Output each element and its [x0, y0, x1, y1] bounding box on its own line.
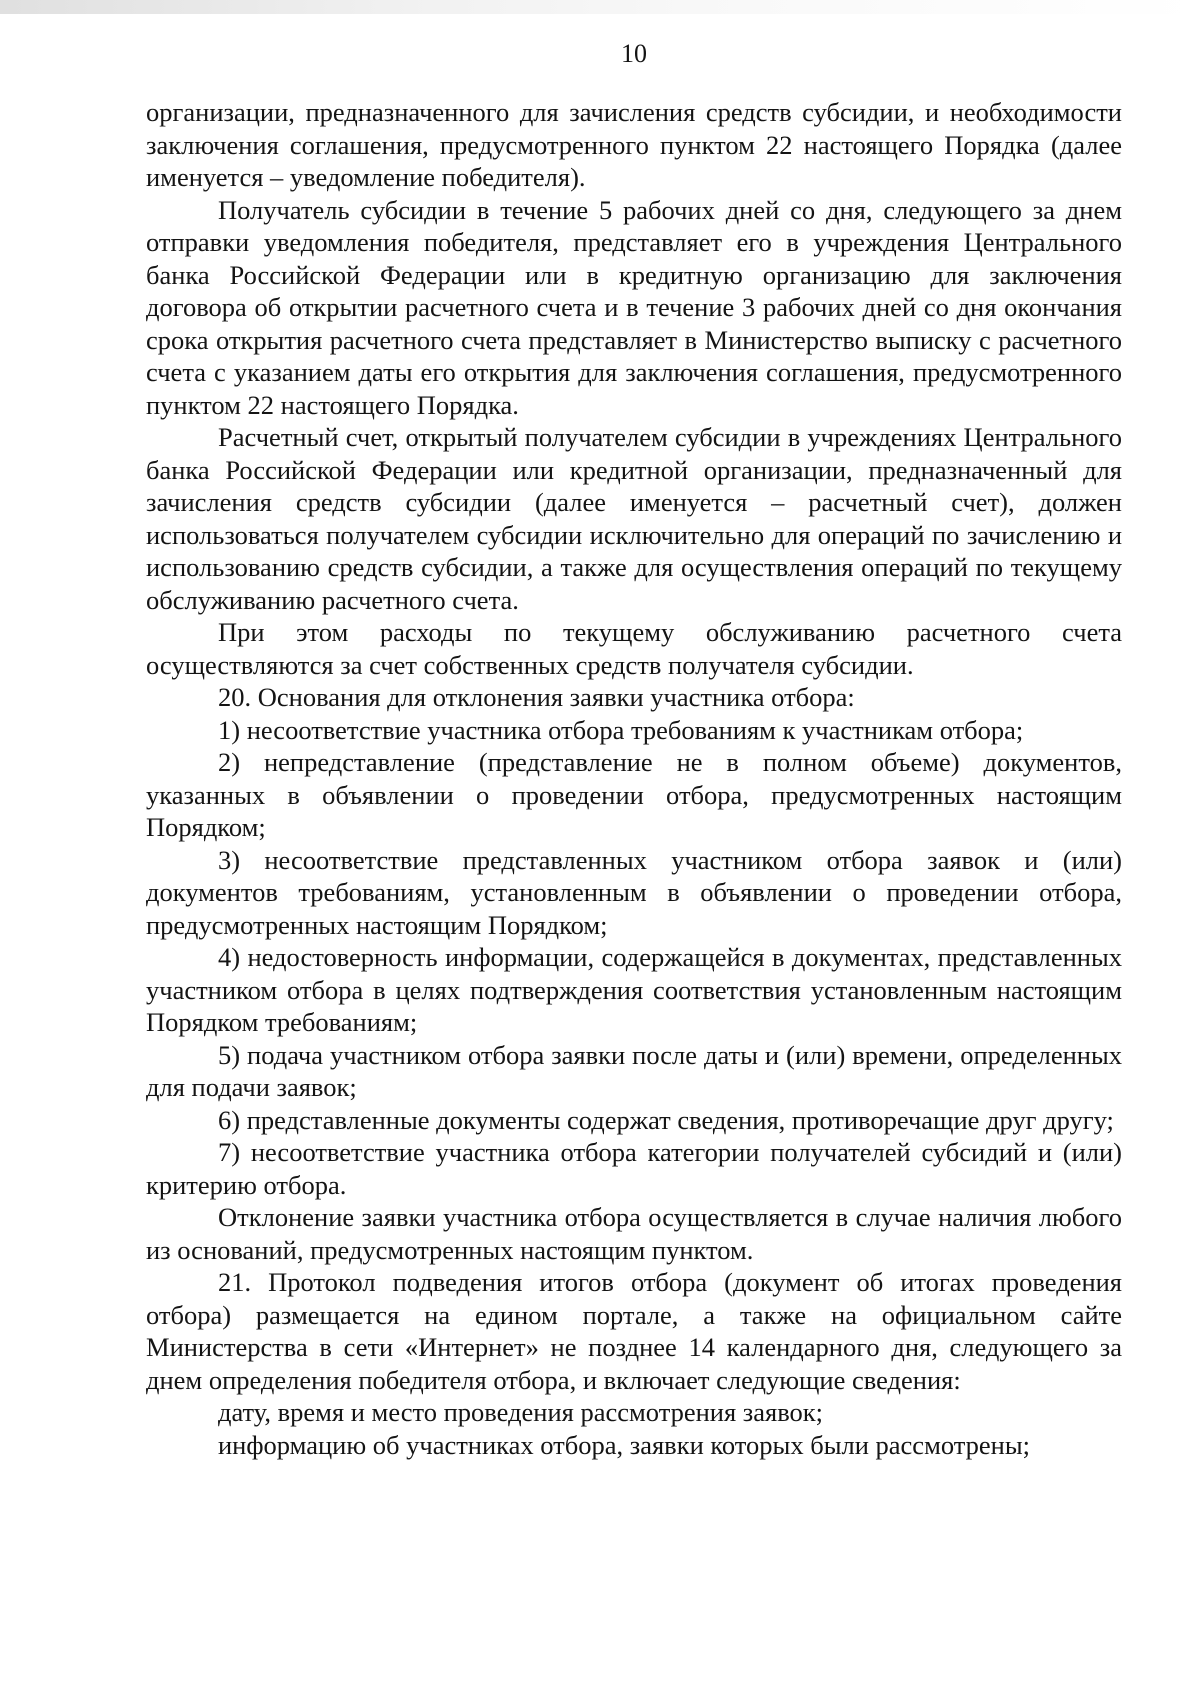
clause-21-item-date: дату, время и место проведения рассмотрения заявок;: [218, 1397, 824, 1427]
paragraph-settlement-account: Расчетный счет, открытый получателем субсидии в учреждениях Центрального банка Российской Федерации или кредитной организации, предназначенный для зачисления средств субсидии (далее именуется – расчетный счет), должен использоваться получателем субсидии исключительно для операций по зачислению и использованию средств субсидии, а также для осуществления операций по текущему обслуживанию расчетного счета.: [146, 422, 1122, 615]
clause-20-item-6: 6) представленные документы содержат сведения, противоречащие друг другу;: [218, 1104, 1114, 1135]
clause-20-item-7: 7) несоответствие участника отбора категории получателей субсидий и (или) критерию отбора.: [146, 1137, 1122, 1200]
paragraph-recipient-account: Получатель субсидии в течение 5 рабочих дней со дня, следующего за днем отправки уведомления победителя, представляет его в учреждения Центрального банка Российской Федерации или в кредитную организацию для заключения договора об открытии расчетного счета и в течение 3 рабочих дней со дня окончания срока открытия расчетного счета представляет в Министерство выписку с расчетного счета с указанием даты его открытия для заключения соглашения, предусмотренного пунктом 22 настоящего Порядка.: [146, 194, 1122, 420]
clause-20-item-2: 2) непредставление (представление не в полном объеме) документов, указанных в объявлении о проведении отбора, предусмотренных настоящим Порядком;: [146, 747, 1122, 842]
clause-21-heading: 21. Протокол подведения итогов отбора (документ об итогах проведения отбора) размещается на едином портале, а также на официальном сайте Министерства в сети «Интернет» не позднее 14 календарного дня, следующего за днем определения победителя отбора, и включает следующие сведения:: [146, 1267, 1122, 1395]
paragraph-continuation: организации, предназначенного для зачисления средств субсидии, и необходимости заключения соглашения, предусмотренного пунктом 22 настоящего Порядка (далее именуется – уведомление победителя).: [146, 97, 1122, 192]
clause-20-item-5: 5) подача участником отбора заявки после даты и (или) времени, определенных для подачи заявок;: [146, 1039, 1122, 1102]
scan-edge-shadow: [0, 0, 1200, 14]
clause-21-item-participants: информацию об участниках отбора, заявки которых были рассмотрены;: [218, 1429, 1031, 1460]
paragraph-account-expenses: При этом расходы по текущему обслуживанию расчетного счета осуществляются за счет собственных средств получателя субсидии.: [146, 617, 1122, 680]
clause-20-item-3: 3) несоответствие представленных участником отбора заявок и (или) документов требованиям, установленным в объявлении о проведении отбора, предусмотренных настоящим Порядком;: [146, 844, 1122, 940]
document-page: [146, 38, 1122, 1461]
clause-20-item-4: 4) недостоверность информации, содержащейся в документах, представленных участником отбора в целях подтверждения соответствия установленным настоящим Порядком требованиям;: [146, 942, 1122, 1037]
paragraph-rejection: Отклонение заявки участника отбора осуществляется в случае наличия любого из оснований, предусмотренных настоящим пунктом.: [146, 1202, 1122, 1265]
page-number: 10: [621, 39, 647, 68]
clause-20-item-1: 1) несоответствие участника отбора требованиям к участникам отбора;: [218, 714, 1024, 745]
clause-20-heading: 20. Основания для отклонения заявки участника отбора:: [218, 682, 855, 712]
